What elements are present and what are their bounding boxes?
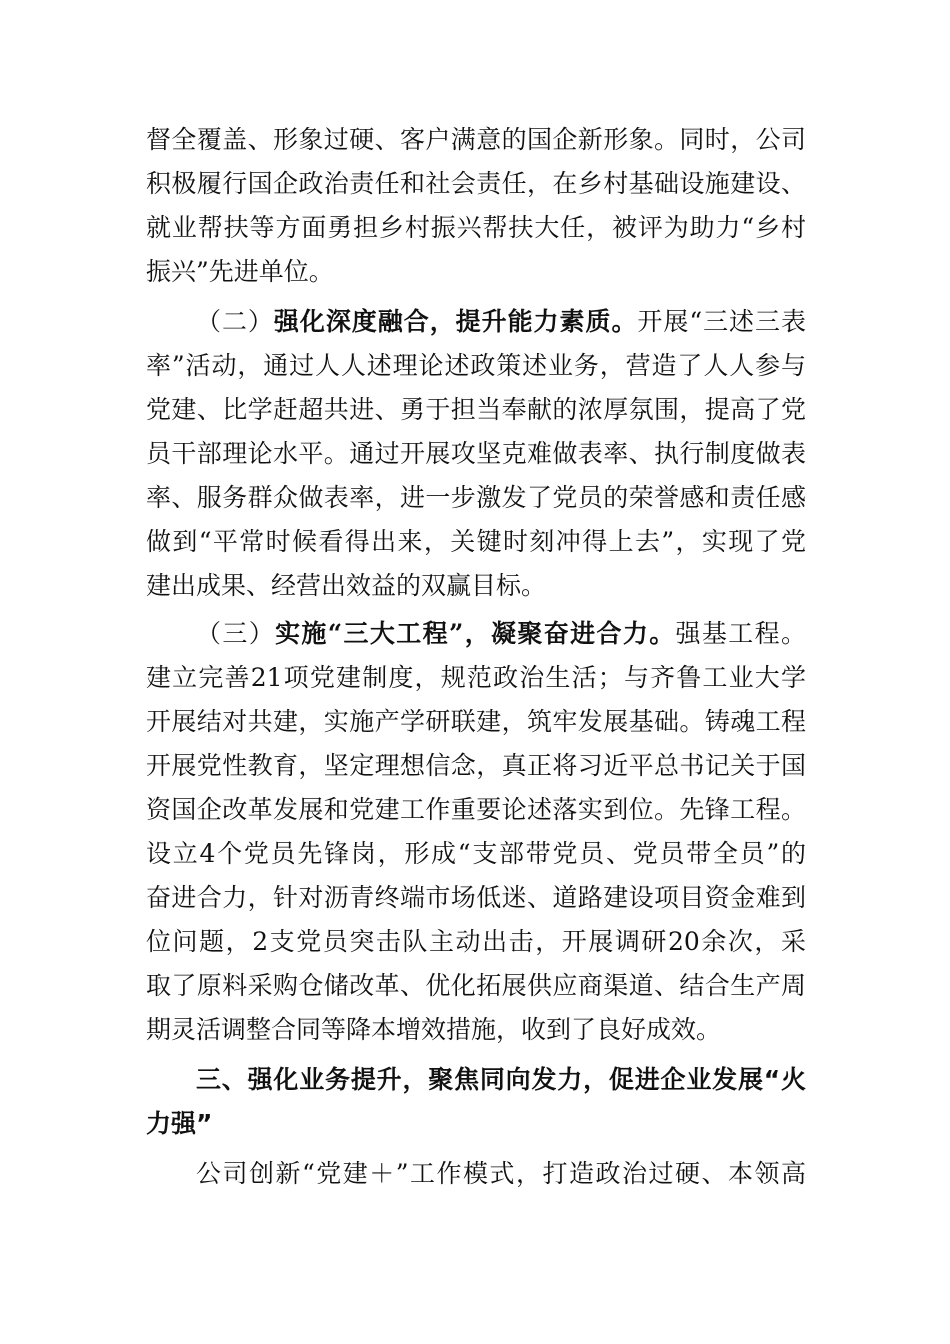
section-heading-three-continued: 力强” — [146, 1109, 213, 1138]
paragraph-line: 党建、比学赶超共进、勇于担当奉献的浓厚氛围，提高了党 — [146, 395, 806, 424]
paragraph-line: 就业帮扶等方面勇担乡村振兴帮扶大任，被评为助力“乡村 — [146, 213, 806, 242]
paragraph-line: 督全覆盖、形象过硬、客户满意的国企新形象。同时，公司 — [146, 125, 806, 154]
paragraph-line: 期灵活调整合同等降本增效措施，收到了良好成效。 — [146, 1015, 722, 1044]
section-two-line — [196, 300, 806, 344]
section-three-line — [196, 612, 806, 656]
paragraph-line: 资国企改革发展和党建工作重要论述落实到位。先锋工程。 — [146, 795, 806, 824]
paragraph-line: 取了原料采购仓储改革、优化拓展供应商渠道、结合生产周 — [146, 971, 806, 1000]
paragraph-line: 率”活动，通过人人述理论述政策述业务，营造了人人参与 — [146, 351, 806, 380]
paragraph-line: 位问题，2支党员突击队主动出击，开展调研20余次，采 — [146, 927, 806, 956]
section-three-title: 实施“三大工程”，凝聚奋进合力。 — [275, 619, 676, 648]
paragraph-line: 公司创新“党建＋”工作模式，打造政治过硬、本领高 — [196, 1159, 806, 1188]
section-two-text: 开展“三述三表 — [637, 307, 806, 336]
paragraph-line: 率、服务群众做表率，进一步激发了党员的荣誉感和责任感 — [146, 483, 806, 512]
paragraph-line: 设立4个党员先锋岗，形成“支部带党员、党员带全员”的 — [146, 839, 806, 868]
paragraph-line: 建立完善21项党建制度，规范政治生活；与齐鲁工业大学 — [146, 663, 806, 692]
paragraph-line: 建出成果、经营出效益的双赢目标。 — [146, 571, 547, 600]
paragraph-line: 振兴”先进单位。 — [146, 257, 334, 286]
section-two-marker: （二） — [196, 307, 274, 336]
paragraph-line: 做到“平常时候看得出来，关键时刻冲得上去”，实现了党 — [146, 527, 806, 556]
paragraph-line: 开展结对共建，实施产学研联建，筑牢发展基础。铸魂工程 — [146, 707, 806, 736]
section-three-marker: （三） — [196, 619, 276, 648]
section-heading-three: 三、强化业务提升，聚焦同向发力，促进企业发展“火 — [196, 1065, 806, 1094]
paragraph-line: 开展党性教育，坚定理想信念，真正将习近平总书记关于国 — [146, 751, 806, 780]
paragraph-line: 积极履行国企政治责任和社会责任，在乡村基础设施建设、 — [146, 169, 806, 198]
section-three-text: 强基工程。 — [675, 619, 806, 648]
paragraph-line: 员干部理论水平。通过开展攻坚克难做表率、执行制度做表 — [146, 439, 806, 468]
paragraph-line: 奋进合力，针对沥青终端市场低迷、道路建设项目资金难到 — [146, 883, 806, 912]
section-two-title: 强化深度融合，提升能力素质。 — [273, 307, 638, 336]
